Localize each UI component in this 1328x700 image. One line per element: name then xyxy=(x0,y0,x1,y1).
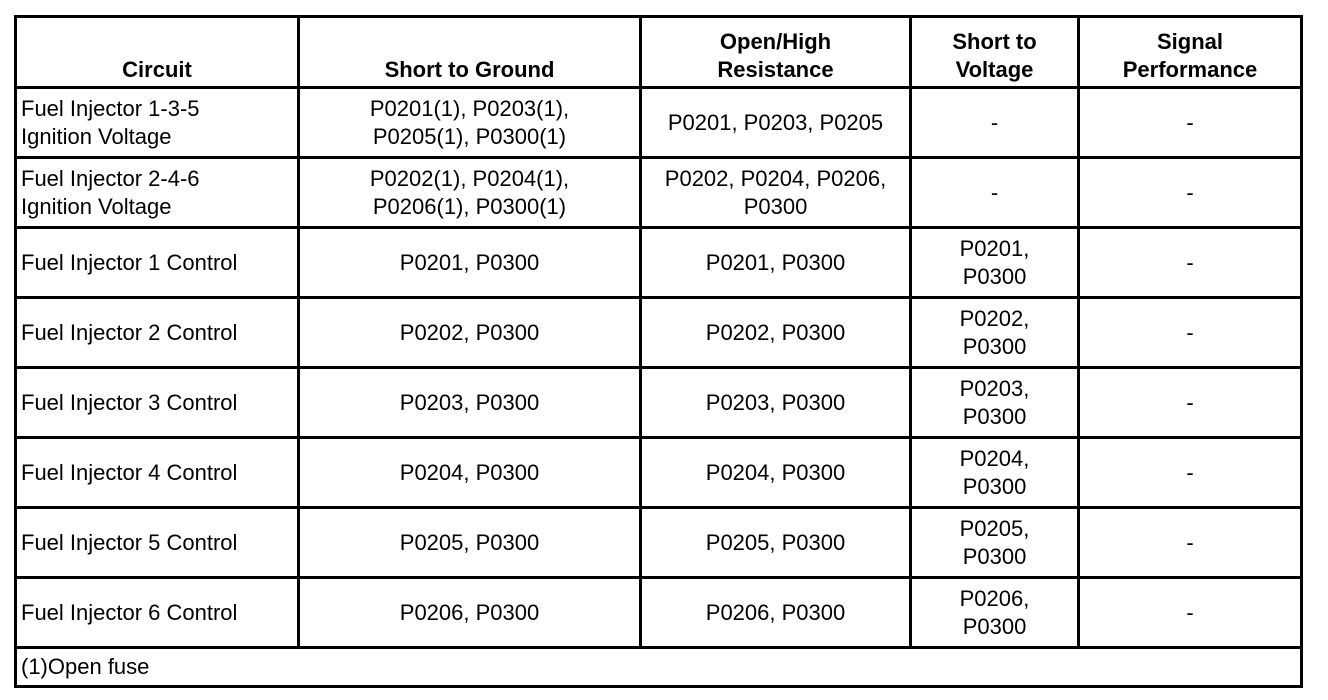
circuit-cell: Fuel Injector 1-3-5 Ignition Voltage xyxy=(16,88,299,158)
signal-performance-cell: - xyxy=(1079,298,1302,368)
header-open-high-resistance: Open/High Resistance xyxy=(641,17,911,88)
circuit-cell: Fuel Injector 2 Control xyxy=(16,298,299,368)
short-to-voltage-cell: P0202, P0300 xyxy=(911,298,1079,368)
short-to-voltage-cell: - xyxy=(911,88,1079,158)
dtc-circuit-table xyxy=(14,15,1303,688)
short-to-voltage-cell: - xyxy=(911,158,1079,228)
short-to-voltage-cell: P0203, P0300 xyxy=(911,368,1079,438)
circuit-cell: Fuel Injector 3 Control xyxy=(16,368,299,438)
circuit-cell: Fuel Injector 5 Control xyxy=(16,508,299,578)
footnote-row xyxy=(16,648,1302,687)
header-signal-performance: Signal Performance xyxy=(1079,17,1302,88)
footnote: (1)Open fuse xyxy=(16,648,1302,687)
open-high-resistance-cell: P0204, P0300 xyxy=(641,438,911,508)
open-high-resistance-cell: P0201, P0203, P0205 xyxy=(641,88,911,158)
table-row xyxy=(16,438,1302,508)
short-to-ground-cell: P0203, P0300 xyxy=(299,368,641,438)
dtc-table-container xyxy=(14,15,1303,688)
signal-performance-cell: - xyxy=(1079,578,1302,648)
circuit-cell: Fuel Injector 1 Control xyxy=(16,228,299,298)
circuit-cell: Fuel Injector 6 Control xyxy=(16,578,299,648)
open-high-resistance-cell: P0202, P0300 xyxy=(641,298,911,368)
table-row xyxy=(16,228,1302,298)
table-row xyxy=(16,158,1302,228)
header-short-to-voltage: Short to Voltage xyxy=(911,17,1079,88)
signal-performance-cell: - xyxy=(1079,438,1302,508)
short-to-ground-cell: P0202(1), P0204(1), P0206(1), P0300(1) xyxy=(299,158,641,228)
open-high-resistance-cell: P0201, P0300 xyxy=(641,228,911,298)
short-to-ground-cell: P0202, P0300 xyxy=(299,298,641,368)
open-high-resistance-cell: P0205, P0300 xyxy=(641,508,911,578)
short-to-ground-cell: P0201(1), P0203(1), P0205(1), P0300(1) xyxy=(299,88,641,158)
table-row xyxy=(16,88,1302,158)
header-short-to-ground: Short to Ground xyxy=(299,17,641,88)
short-to-voltage-cell: P0204, P0300 xyxy=(911,438,1079,508)
circuit-cell: Fuel Injector 4 Control xyxy=(16,438,299,508)
short-to-ground-cell: P0205, P0300 xyxy=(299,508,641,578)
signal-performance-cell: - xyxy=(1079,368,1302,438)
open-high-resistance-cell: P0206, P0300 xyxy=(641,578,911,648)
signal-performance-cell: - xyxy=(1079,88,1302,158)
signal-performance-cell: - xyxy=(1079,228,1302,298)
circuit-cell: Fuel Injector 2-4-6 Ignition Voltage xyxy=(16,158,299,228)
short-to-ground-cell: P0201, P0300 xyxy=(299,228,641,298)
header-circuit: Circuit xyxy=(16,17,299,88)
short-to-voltage-cell: P0205, P0300 xyxy=(911,508,1079,578)
header-row xyxy=(16,17,1302,88)
short-to-voltage-cell: P0201, P0300 xyxy=(911,228,1079,298)
short-to-voltage-cell: P0206, P0300 xyxy=(911,578,1079,648)
table-row xyxy=(16,508,1302,578)
short-to-ground-cell: P0206, P0300 xyxy=(299,578,641,648)
signal-performance-cell: - xyxy=(1079,158,1302,228)
open-high-resistance-cell: P0202, P0204, P0206, P0300 xyxy=(641,158,911,228)
table-row xyxy=(16,368,1302,438)
signal-performance-cell: - xyxy=(1079,508,1302,578)
table-row xyxy=(16,578,1302,648)
table-row xyxy=(16,298,1302,368)
open-high-resistance-cell: P0203, P0300 xyxy=(641,368,911,438)
short-to-ground-cell: P0204, P0300 xyxy=(299,438,641,508)
